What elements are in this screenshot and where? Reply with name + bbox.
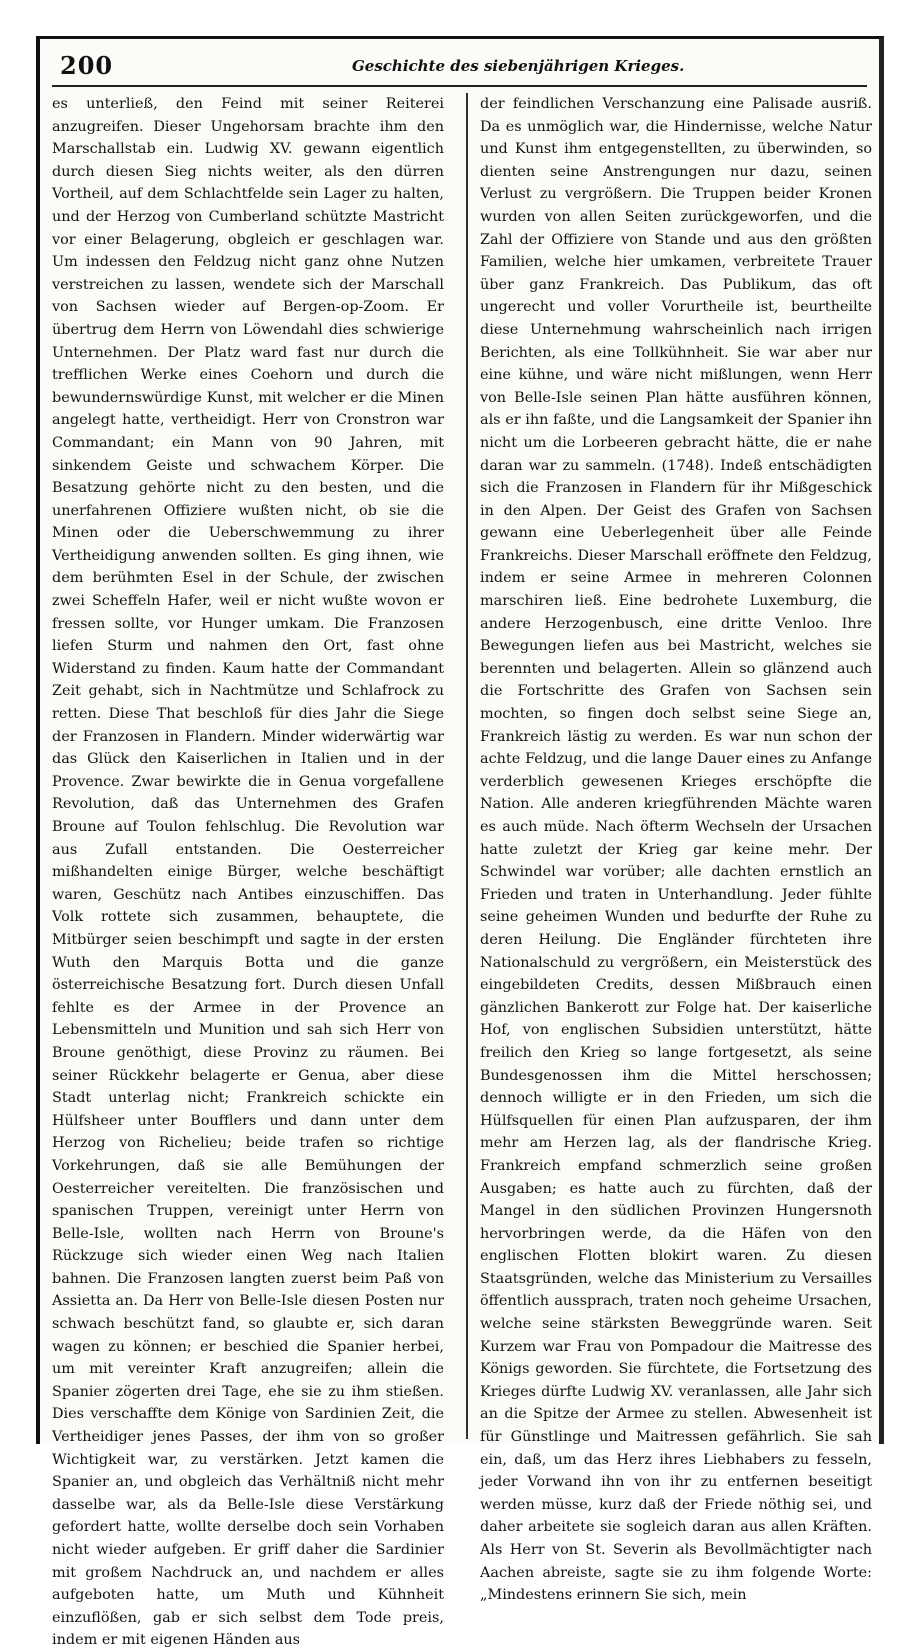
right-text-column	[480, 93, 872, 1604]
left-text-column	[52, 93, 444, 1649]
right-column-paragraph: der feindlichen Verschanzung eine Palisade ausriß. Da es unmöglich war, die Hindernisse, welche Natur und Kunst ihm entgegenstellten, zu überwinden, so dienten seine Anstrengungen nur dazu, seinen Verlust zu vergrößern. Die Truppen beider Kronen wurden von allen Seiten zurückgeworfen, und die Zahl der Offiziere von Stande und aus den größten Familien, welche hier umkamen, verbreitete Trauer über ganz Frankreich. Das Publikum, das oft ungerecht und voller Vorurtheile ist, beurtheilte diese Unternehmung wahrscheinlich nach irrigen Berichten, als eine Tollkühnheit. Sie war aber nur eine kühne, und wäre nicht mißlungen, wenn Herr von Belle-Isle seinen Plan hätte ausführen können, als er ihn faßte, und die Langsamkeit der Spanier ihn nicht um die Lorbeeren gebracht hätte, die er nahe daran war zu sammeln. (1748). Indeß entschädigten sich die Franzosen in Flandern für ihr Mißgeschick in den Alpen. Der Geist des Grafen von Sachsen gewann eine Ueberlegenheit über alle Feinde Frankreichs. Dieser Marschall eröffnete den Feldzug, indem er seine Armee in mehreren Colonnen marschiren ließ. Eine bedrohete Luxemburg, die andere Herzogenbusch, eine dritte Venloo. Ihre Bewegungen liefen aus bei Mastricht, welches sie berennten und belagerten. Allein so glänzend auch die Fortschritte des Grafen von Sachsen sein mochten, so fingen doch selbst seine Siege an, Frankreich lästig zu werden. Es war nun schon der achte Feldzug, und die lange Dauer eines zu Anfange verderblich gewesenen Krieges erschöpfte die Nation. Alle anderen kriegführenden Mächte waren es auch müde. Nach öfterm Wechseln der Ursachen hatte zuletzt der Krieg gar keine mehr. Der Schwindel war vorüber; alle dachten ernstlich an Frieden und traten in Unterhandlung. Jeder fühlte seine geheimen Wunden und bedurfte der Ruhe zu deren Heilung. Die Engländer fürchteten ihre Nationalschuld zu vergrößern, ein Meisterstück des eingebildeten Credits, dessen Mißbrauch einen gänzlichen Bankerott zur Folge hat. Der kaiserliche Hof, von englischen Subsidien unterstützt, hätte freilich den Krieg so lange fortgesetzt, als seine Bundesgenossen ihm die Mittel herschossen; dennoch willigte er in den Frieden, um sich die Hülfsquellen für einen Plan aufzusparen, der ihm mehr am Herzen lag, als der flandrische Krieg. Frankreich empfand schmerzlich seine großen Ausgaben; es hatte auch zu fürchten, daß der Mangel in den südlichen Provinzen Hungersnoth hervorbringen werde, da die Häfen von den englischen Flotten blokirt waren. Zu diesen Staatsgründen, welche das Ministerium zu Versailles öffentlich aussprach, traten noch geheime Ursachen, welche seine stärksten Beweggründe waren. Seit Kurzem war Frau von Pompadour die Maitresse des Königs geworden. Sie fürchtete, die Fortsetzung des Krieges dürfte Ludwig XV. veranlassen, alle Jahr sich an die Spitze der Armee zu stellen. Abwesenheit ist für Günstlinge und Maitressen gefährlich. Sie sah ein, daß, um das Herz ihres Liebhabers zu fesseln, jeder Vorwand ihn von ihr zu entfernen beseitigt werden müsse, kurz daß der Friede nöthig sei, und daher arbeitete sie sogleich daran aus allen Kräften. Als Herr von St. Severin als Bevollmächtigter nach Aachen abreiste, sagte sie zu ihm folgende Worte: „Mindestens erinnern Sie sich, mein	[480, 96, 872, 1604]
running-title: Geschichte des siebenjährigen Krieges.	[352, 57, 685, 75]
left-column-paragraph: es unterließ, den Feind mit seiner Reiterei anzugreifen. Dieser Ungehorsam brachte ihm den Marschallstab ein. Ludwig XV. gewann eigentlich durch diesen Sieg nichts weiter, als den dürren Vortheil, auf dem Schlachtfelde sein Lager zu halten, und der Herzog von Cumberland schützte Mastricht vor einer Belagerung, obgleich er geschlagen war. Um indessen den Feldzug nicht ganz ohne Nutzen verstreichen zu lassen, wendete sich der Marschall von Sachsen wieder auf Bergen-op-Zoom. Er übertrug dem Herrn von Löwendahl dies schwierige Unternehmen. Der Platz ward fast nur durch die trefflichen Werke eines Coehorn und durch die bewundernswürdige Kunst, mit welcher er die Minen angelegt hatte, vertheidigt. Herr von Cronstron war Commandant; ein Mann von 90 Jahren, mit sinkendem Geiste und schwachem Körper. Die Besatzung gehörte nicht zu den besten, und die unerfahrenen Offiziere wußten nicht, ob sie die Minen oder die Ueberschwemmung zu ihrer Vertheidigung anwenden sollten. Es ging ihnen, wie dem berühmten Esel in der Schule, der zwischen zwei Scheffeln Hafer, weil er nicht wußte wovon er fressen sollte, vor Hunger umkam. Die Franzosen liefen Sturm und nahmen den Ort, fast ohne Widerstand zu finden. Kaum hatte der Commandant Zeit gehabt, sich in Nachtmütze und Schlafrock zu retten. Diese That beschloß für dies Jahr die Siege der Franzosen in Flandern. Minder widerwärtig war das Glück den Kaiserlichen in Italien und in der Provence. Zwar bewirkte die in Genua vorgefallene Revolution, daß das Unternehmen des Grafen Broune auf Toulon fehlschlug. Die Revolution war aus Zufall entstanden. Die Oesterreicher mißhandelten einige Bürger, welche beschäftigt waren, Geschütz nach Antibes einzuschiffen. Das Volk rottete sich zusammen, behauptete, die Mitbürger seien beschimpft und sagte in der ersten Wuth den Marquis Botta und die ganze österreichische Besatzung fort. Durch diesen Unfall fehlte es der Armee in der Provence an Lebensmitteln und Munition und sah sich Herr von Broune genöthigt, diese Provinz zu räumen. Bei seiner Rückkehr belagerte er Genua, aber diese Stadt unterlag nicht; Frankreich schickte ein Hülfsheer unter Boufflers und dann unter dem Herzog von Richelieu; beide trafen so richtige Vorkehrungen, daß sie alle Bemühungen der Oesterreicher vereitelten. Die französischen und spanischen Truppen, vereinigt unter Herrn von Belle-Isle, wollten nach Herrn von Broune's Rückzuge sich wieder einen Weg nach Italien bahnen. Die Franzosen langten zuerst beim Paß von Assietta an. Da Herr von Belle-Isle diesen Posten nur schwach beschützt fand, so glaubte er, sich daran wagen zu können; er beschied die Spanier herbei, um mit vereinter Kraft anzugreifen; allein die Spanier zögerten drei Tage, ehe sie zu ihm stießen. Dies verschaffte dem Könige von Sardinien Zeit, die Vertheidiger jenes Passes, der ihm von so großer Wichtigkeit war, zu verstärken. Jetzt kamen die Spanier an, und obgleich das Verhältniß nicht mehr dasselbe war, als da Belle-Isle diese Verstärkung gefordert hatte, wollte derselbe doch sein Vorhaben nicht wieder aufgeben. Er griff daher die Sardinier mit großem Nachdruck an, und nachdem er alles aufgeboten hatte, um Muth und Kühnheit einzuflößen, gab er sich selbst dem Tode preis, indem er mit eigenen Händen aus	[52, 96, 444, 1649]
book-page	[36, 36, 884, 1649]
column-divider	[466, 93, 468, 1439]
page-number: 200	[60, 51, 114, 80]
page-header	[52, 49, 867, 87]
